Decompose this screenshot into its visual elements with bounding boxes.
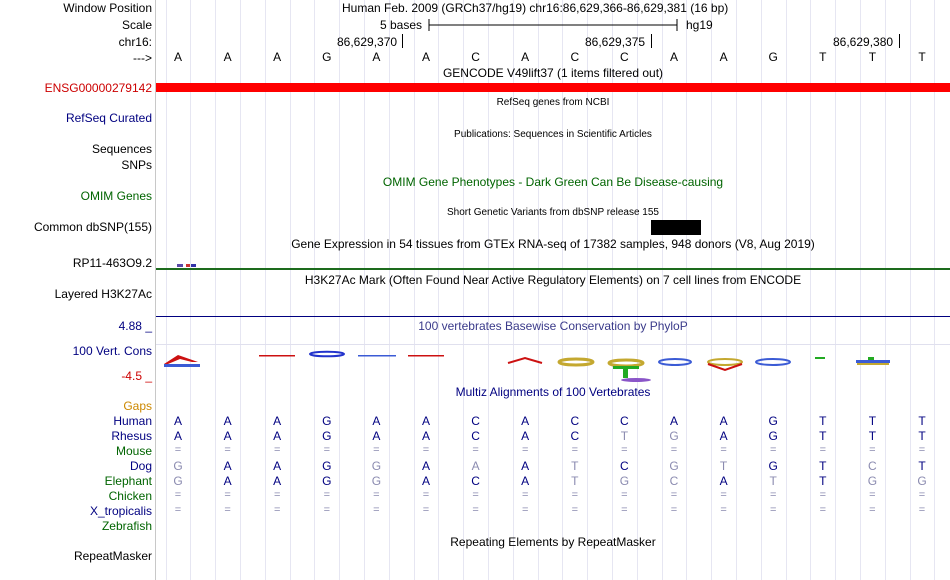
alignment-base: C xyxy=(868,459,877,473)
alignment-base: A xyxy=(223,414,232,428)
position-tick xyxy=(651,34,652,48)
alignment-base: = xyxy=(720,504,727,516)
alignment-base: G xyxy=(768,414,778,428)
alignment-base: = xyxy=(224,489,231,501)
alignment-base: = xyxy=(918,504,926,516)
alignment-base: G xyxy=(768,459,778,473)
alignment-base: = xyxy=(323,504,331,516)
alignment-base: = xyxy=(521,489,529,501)
alignment-base: G xyxy=(669,459,679,473)
alignment-base: = xyxy=(819,444,827,456)
alignment-base: C xyxy=(620,459,629,473)
alignment-base: = xyxy=(373,489,380,501)
alignment-base: T xyxy=(769,474,777,488)
alignment-base: = xyxy=(323,444,331,456)
cons-logo-glyph xyxy=(815,357,825,359)
alignment-base: A xyxy=(372,414,381,428)
repeatmasker-label[interactable]: RepeatMasker xyxy=(73,549,152,563)
alignment-base: = xyxy=(670,504,678,516)
alignment-base: T xyxy=(719,459,728,473)
alignment-base: = xyxy=(472,444,479,456)
alignment-base: = xyxy=(769,504,777,516)
alignment-base: G xyxy=(322,474,332,488)
alignment-base: C xyxy=(620,414,629,428)
reference-base: A xyxy=(273,50,282,64)
species-label-chicken[interactable]: Chicken xyxy=(108,489,152,503)
reference-base: A xyxy=(669,50,678,64)
alignment-base: C xyxy=(570,414,580,428)
alignment-base: = xyxy=(621,444,628,456)
reference-base: A xyxy=(521,50,530,64)
alignment-base: = xyxy=(571,504,579,516)
alignment-base: C xyxy=(570,429,580,443)
gtex-expression-bar[interactable] xyxy=(186,264,190,267)
alignment-base: = xyxy=(621,504,628,516)
alignment-base: = xyxy=(720,444,727,456)
alignment-base: G xyxy=(669,429,679,443)
snps-label[interactable]: SNPs xyxy=(121,158,152,172)
cons-logo-glyph xyxy=(164,355,198,364)
alignment-base: = xyxy=(670,444,678,456)
alignment-base: A xyxy=(719,474,728,488)
refseq-curated-label[interactable]: RefSeq Curated xyxy=(65,111,152,125)
alignment-base: T xyxy=(918,459,926,473)
alignment-base: = xyxy=(422,444,430,456)
alignment-base: G xyxy=(371,459,382,473)
position-tick xyxy=(402,34,403,48)
alignment-base: G xyxy=(173,474,183,488)
cons-logo-glyph xyxy=(856,360,890,363)
alignment-base: A xyxy=(273,459,282,473)
reference-base: C xyxy=(620,50,629,64)
alignment-base: A xyxy=(471,459,480,473)
alignment-base: G xyxy=(619,474,630,488)
species-label-human[interactable]: Human xyxy=(113,414,152,428)
position-tick xyxy=(899,34,900,48)
alignment-base: = xyxy=(521,504,529,516)
alignment-base: C xyxy=(471,414,480,428)
alignment-base: T xyxy=(819,474,827,488)
gtex-track-title[interactable]: Gene Expression in 54 tissues from GTEx RNA-seq of 17382 samples, 948 donors (V8, Aug 2019) xyxy=(291,237,815,251)
alignment-base: G xyxy=(322,459,332,473)
alignment-base: T xyxy=(571,459,579,473)
alignment-base: C xyxy=(669,474,679,488)
strand-arrow-label[interactable]: ---> xyxy=(133,51,152,65)
position-tick-label: 86,629,380 xyxy=(833,35,894,49)
sequences-label[interactable]: Sequences xyxy=(91,142,152,156)
cons-logo-glyph xyxy=(623,368,628,378)
alignment-base: G xyxy=(917,474,927,488)
cons-track-title[interactable]: 100 vertebrates Basewise Conservation by PhyloP xyxy=(418,319,688,333)
alignment-base: = xyxy=(472,504,479,516)
alignment-base: A xyxy=(273,474,282,488)
alignment-base: = xyxy=(819,504,827,516)
cons-logo-glyph xyxy=(259,355,295,357)
alignment-base: T xyxy=(819,414,827,428)
alignment-base: T xyxy=(918,429,926,443)
alignment-base: G xyxy=(322,429,332,443)
alignment-base: A xyxy=(223,429,232,443)
alignment-base: T xyxy=(571,474,579,488)
dbsnp-track-title[interactable]: Short Genetic Variants from dbSNP release 155 xyxy=(447,207,659,218)
alignment-base: = xyxy=(918,489,926,501)
gtex-track-baseline xyxy=(156,268,950,270)
alignment-base: = xyxy=(869,504,876,516)
reference-base: A xyxy=(421,50,430,64)
track-labels-column xyxy=(0,0,154,580)
scale-label: Scale xyxy=(121,18,152,32)
dbsnp-variant-block[interactable] xyxy=(651,220,701,235)
omim-genes-label[interactable]: OMIM Genes xyxy=(80,189,152,203)
cons-logo-glyph xyxy=(659,359,691,365)
reference-base: C xyxy=(570,50,580,64)
alignment-base: T xyxy=(819,459,827,473)
alignment-base: = xyxy=(422,489,430,501)
alignment-base: = xyxy=(472,489,479,501)
alignment-base: C xyxy=(471,474,480,488)
alignment-base: = xyxy=(174,444,182,456)
h3k27ac-track-title[interactable]: H3K27Ac Mark (Often Found Near Active Regulatory Elements) on 7 cell lines from ENCODE xyxy=(304,273,802,287)
species-label-x-tropicalis[interactable]: X_tropicalis xyxy=(89,504,152,518)
alignment-base: A xyxy=(173,429,182,443)
alignment-base: A xyxy=(521,414,530,428)
alignment-base: = xyxy=(323,489,331,501)
gtex-expression-bar[interactable] xyxy=(191,264,196,267)
alignment-base: = xyxy=(273,489,281,501)
reference-base: T xyxy=(819,50,827,64)
cons-logo-glyph xyxy=(559,359,593,365)
alignment-base: A xyxy=(273,414,282,428)
reference-base: A xyxy=(372,50,381,64)
scale-bases-text: 5 bases xyxy=(380,18,423,32)
cons-logo-glyph xyxy=(164,364,200,367)
position-tick-label: 86,629,375 xyxy=(585,35,646,49)
reference-base: T xyxy=(918,50,926,64)
alignment-base: A xyxy=(173,414,182,428)
cons-logo-glyph xyxy=(868,357,874,360)
alignment-base: A xyxy=(669,414,678,428)
position-tick-label: 86,629,370 xyxy=(337,35,398,49)
alignment-base: = xyxy=(422,504,430,516)
alignment-base: A xyxy=(521,429,530,443)
reference-base: G xyxy=(322,50,332,64)
alignment-base: = xyxy=(769,489,777,501)
species-label-dog[interactable]: Dog xyxy=(129,459,152,473)
alignment-base: A xyxy=(521,459,530,473)
alignment-base: = xyxy=(621,489,628,501)
h3k27ac-track-baseline xyxy=(156,316,950,317)
alignment-base: T xyxy=(918,414,926,428)
alignment-base: A xyxy=(223,459,232,473)
cons-max-label: 4.88 _ xyxy=(118,319,152,333)
alignment-base: = xyxy=(571,444,579,456)
scale-bar xyxy=(428,17,682,33)
alignment-base: G xyxy=(768,429,778,443)
alignment-base: = xyxy=(869,444,876,456)
assembly-text: hg19 xyxy=(686,18,713,32)
alignment-base: = xyxy=(571,489,579,501)
gtex-gene-label[interactable]: RP11-463O9.2 xyxy=(72,256,152,270)
alignment-base: = xyxy=(373,504,380,516)
window-position-text: Human Feb. 2009 (GRCh37/hg19) chr16:86,629,366-86,629,381 (16 bp) xyxy=(342,1,729,15)
alignment-base: A xyxy=(421,414,430,428)
alignment-base: T xyxy=(868,429,877,443)
alignment-base: A xyxy=(372,429,381,443)
gencode-gene-label[interactable]: ENSG00000279142 xyxy=(44,81,152,95)
alignment-base: = xyxy=(869,489,876,501)
alignment-base: A xyxy=(223,474,232,488)
cons-min-label: -4.5 _ xyxy=(121,369,152,383)
alignment-base: = xyxy=(174,504,182,516)
alignment-base: C xyxy=(471,429,480,443)
reference-base: C xyxy=(471,50,480,64)
alignment-base: = xyxy=(224,444,231,456)
layered-h3k27ac-label[interactable]: Layered H3K27Ac xyxy=(54,287,152,301)
alignment-base: T xyxy=(819,429,827,443)
alignment-base: T xyxy=(620,429,629,443)
refseq-track-title[interactable]: RefSeq genes from NCBI xyxy=(496,97,610,108)
alignment-base: A xyxy=(421,429,430,443)
alignment-base: = xyxy=(224,504,231,516)
window-position-label: Window Position xyxy=(63,1,152,15)
common-dbsnp-label[interactable]: Common dbSNP(155) xyxy=(33,220,152,234)
repeatmasker-track-title[interactable]: Repeating Elements by RepeatMasker xyxy=(450,535,656,549)
reference-base: A xyxy=(719,50,728,64)
cons-logo-glyph xyxy=(358,355,396,357)
gencode-gene-bar[interactable] xyxy=(156,83,950,92)
cons-logo-glyph xyxy=(708,359,742,365)
reference-base: A xyxy=(223,50,232,64)
cons-logo-glyph xyxy=(508,358,542,363)
alignment-base: = xyxy=(918,444,926,456)
alignment-base: G xyxy=(867,474,878,488)
cons-logo-glyph xyxy=(609,360,643,366)
multiz-track-title[interactable]: Multiz Alignments of 100 Vertebrates xyxy=(455,385,651,399)
alignment-base: = xyxy=(273,504,281,516)
alignment-base: A xyxy=(719,429,728,443)
alignment-base: A xyxy=(719,414,728,428)
alignment-base: = xyxy=(769,444,777,456)
alignment-base: G xyxy=(322,414,332,428)
vert-cons-label[interactable]: 100 Vert. Cons xyxy=(72,344,152,358)
cons-logo-glyph xyxy=(621,378,651,382)
reference-base: A xyxy=(173,50,182,64)
alignment-base: G xyxy=(371,474,382,488)
cons-logo-glyph xyxy=(408,355,444,357)
cons-logo-glyph xyxy=(857,363,889,365)
alignment-base: = xyxy=(521,444,529,456)
alignment-base: A xyxy=(421,459,430,473)
chrom-label: chr16: xyxy=(118,35,152,49)
species-label-zebrafish[interactable]: Zebrafish xyxy=(101,519,152,533)
species-label-rhesus[interactable]: Rhesus xyxy=(111,429,152,443)
cons-logo xyxy=(156,345,950,385)
alignment-base: = xyxy=(819,489,827,501)
omim-track-title[interactable]: OMIM Gene Phenotypes - Dark Green Can Be Disease-causing xyxy=(382,175,724,189)
alignment-base: = xyxy=(373,444,380,456)
reference-base: T xyxy=(868,50,877,64)
cons-logo-glyph xyxy=(310,352,344,357)
alignment-base: A xyxy=(421,474,430,488)
gaps-label[interactable]: Gaps xyxy=(123,399,152,413)
publications-track-title[interactable]: Publications: Sequences in Scientific Articles xyxy=(454,129,652,140)
gtex-expression-bar[interactable] xyxy=(177,264,183,267)
alignment-base: A xyxy=(521,474,530,488)
alignment-base: T xyxy=(868,414,877,428)
cons-logo-glyph xyxy=(756,359,790,365)
species-label-mouse[interactable]: Mouse xyxy=(115,444,152,458)
gencode-track-title[interactable]: GENCODE V49lift37 (1 items filtered out) xyxy=(442,66,664,80)
alignment-base: = xyxy=(720,489,727,501)
alignment-base: = xyxy=(174,489,182,501)
alignment-base: A xyxy=(273,429,282,443)
reference-base: G xyxy=(768,50,778,64)
alignment-base: = xyxy=(273,444,281,456)
alignment-base: = xyxy=(670,489,678,501)
alignment-base: G xyxy=(173,459,183,473)
species-label-elephant[interactable]: Elephant xyxy=(104,474,152,488)
